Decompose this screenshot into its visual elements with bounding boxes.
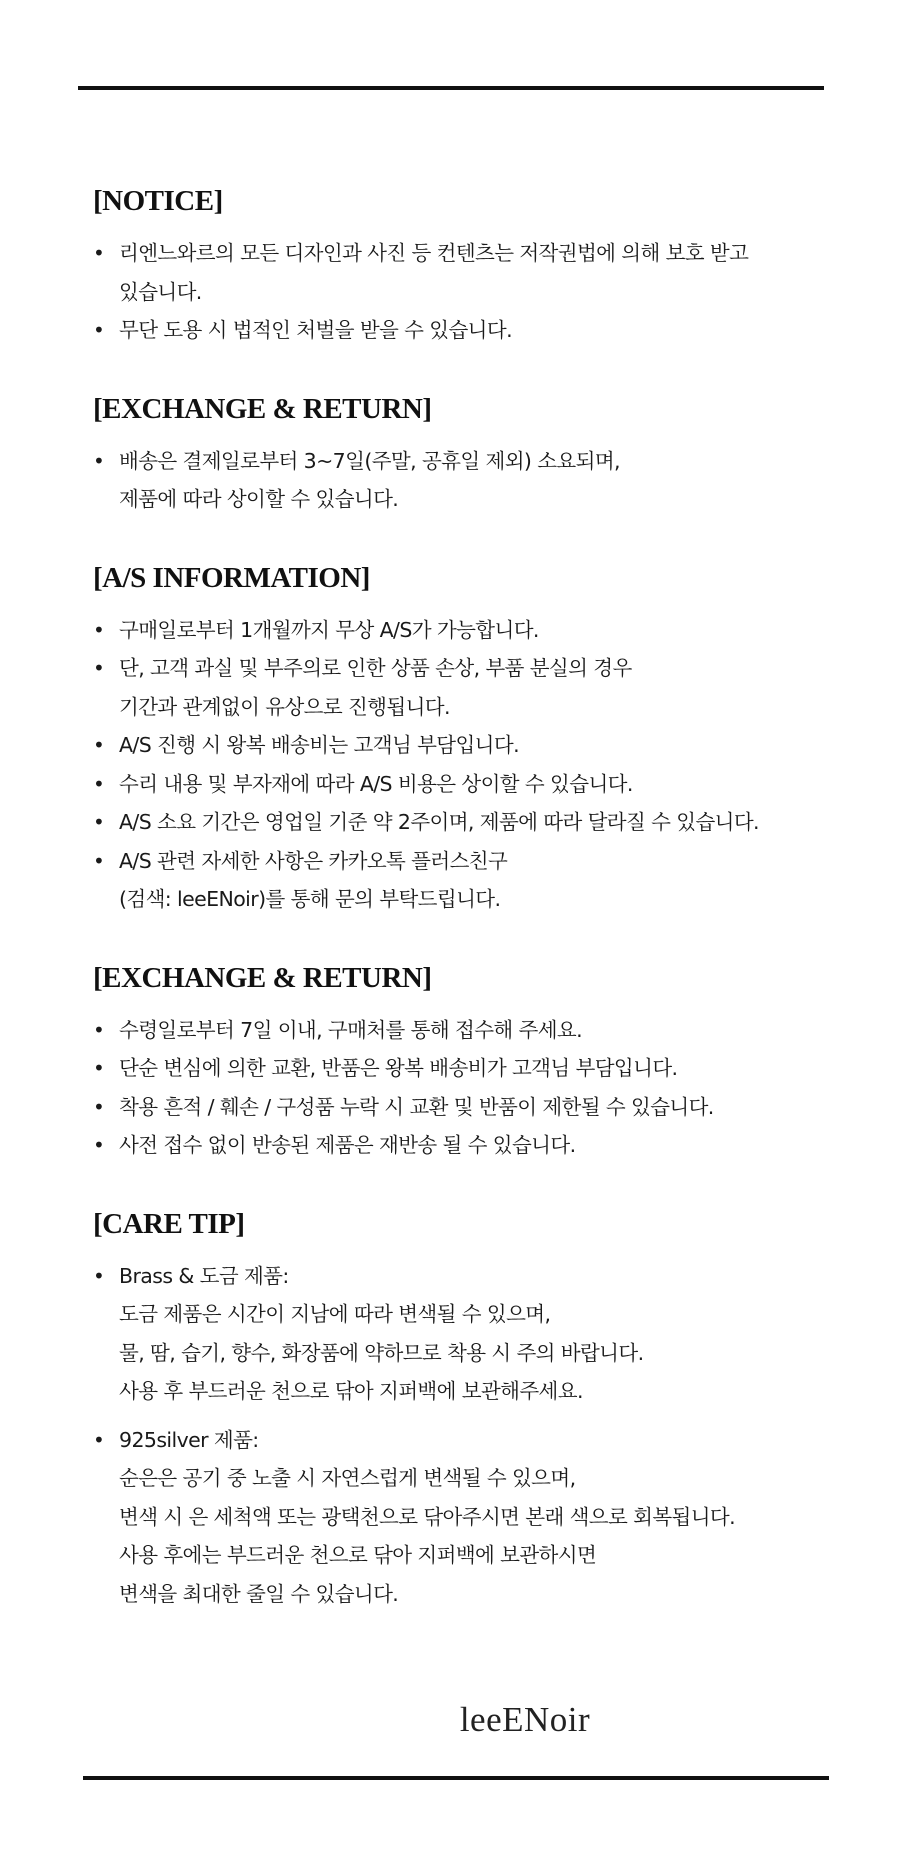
- list-item: • 구매일로부터 1개월까지 무상 A/S가 가능합니다.: [93, 611, 833, 650]
- list-item: • 리엔느와르의 모든 디자인과 사진 등 컨텐츠는 저작권법에 의해 보호 받고 있습니다.: [93, 234, 833, 311]
- exchange-return-title: [EXCHANGE & RETURN]: [93, 392, 432, 425]
- list-item: • 무단 도용 시 법적인 처벌을 받을 수 있습니다.: [93, 311, 833, 350]
- exchange-return-list: [93, 442, 833, 519]
- top-divider: [78, 86, 824, 90]
- care-tip-section: [93, 1201, 833, 1614]
- list-item: • 단순 변심에 의한 교환, 반품은 왕복 배송비가 고객님 부담입니다.: [93, 1049, 833, 1088]
- notice-section: [93, 178, 833, 350]
- care-tip-list: [93, 1257, 833, 1614]
- list-item: • 수리 내용 및 부자재에 따라 A/S 비용은 상이할 수 있습니다.: [93, 765, 833, 804]
- list-item: • 사전 접수 없이 반송된 제품은 재반송 될 수 있습니다.: [93, 1126, 833, 1165]
- list-item: • 배송은 결제일로부터 3~7일(주말, 공휴일 제외) 소요되며, 제품에 따라 상이할 수 있습니다.: [93, 442, 833, 519]
- exchange-return-section: [93, 386, 833, 519]
- care-tip-title: [CARE TIP]: [93, 1207, 245, 1240]
- list-item: • A/S 진행 시 왕복 배송비는 고객님 부담입니다.: [93, 726, 833, 765]
- notice-list: [93, 234, 833, 350]
- as-information-title: [A/S INFORMATION]: [93, 561, 370, 594]
- list-item: • A/S 소요 기간은 영업일 기준 약 2주이며, 제품에 따라 달라질 수 있습니다.: [93, 803, 833, 842]
- exchange-return-policy-section: [93, 955, 833, 1165]
- as-information-list: [93, 611, 833, 919]
- list-item: • Brass & 도금 제품: 도금 제품은 시간이 지남에 따라 변색될 수 있으며, 물, 땀, 습기, 향수, 화장품에 약하므로 착용 시 주의 바랍니다. 사용 후 부드러운 천으로 닦아 지퍼백에 보관해주세요.: [93, 1257, 833, 1411]
- list-item: • 단, 고객 과실 및 부주의로 인한 상품 손상, 부품 분실의 경우 기간과 관계없이 유상으로 진행됩니다.: [93, 649, 833, 726]
- notice-title: [NOTICE]: [93, 185, 223, 217]
- product-notice-content: [93, 178, 833, 1649]
- exchange-return-policy-list: [93, 1011, 833, 1165]
- list-item: • 925silver 제품: 순은은 공기 중 노출 시 자연스럽게 변색될 수 있으며, 변색 시 은 세척액 또는 광택천으로 닦아주시면 본래 색으로 회복됩니다. 사용 후에는 부드러운 천으로 닦아 지퍼백에 보관하시면 변색을 최대한 줄일 수 있습니다.: [93, 1421, 833, 1614]
- bottom-divider: [83, 1776, 829, 1780]
- list-item: • 수령일로부터 7일 이내, 구매처를 통해 접수해 주세요.: [93, 1011, 833, 1050]
- exchange-return-policy-title: [EXCHANGE & RETURN]: [93, 961, 432, 994]
- list-item: • A/S 관련 자세한 사항은 카카오톡 플러스친구 (검색: leeENoir)를 통해 문의 부탁드립니다.: [93, 842, 833, 919]
- brand-logo: leeENoir: [459, 1700, 591, 1739]
- as-information-section: [93, 555, 833, 919]
- list-item: • 착용 흔적 / 훼손 / 구성품 누락 시 교환 및 반품이 제한될 수 있습니다.: [93, 1088, 833, 1127]
